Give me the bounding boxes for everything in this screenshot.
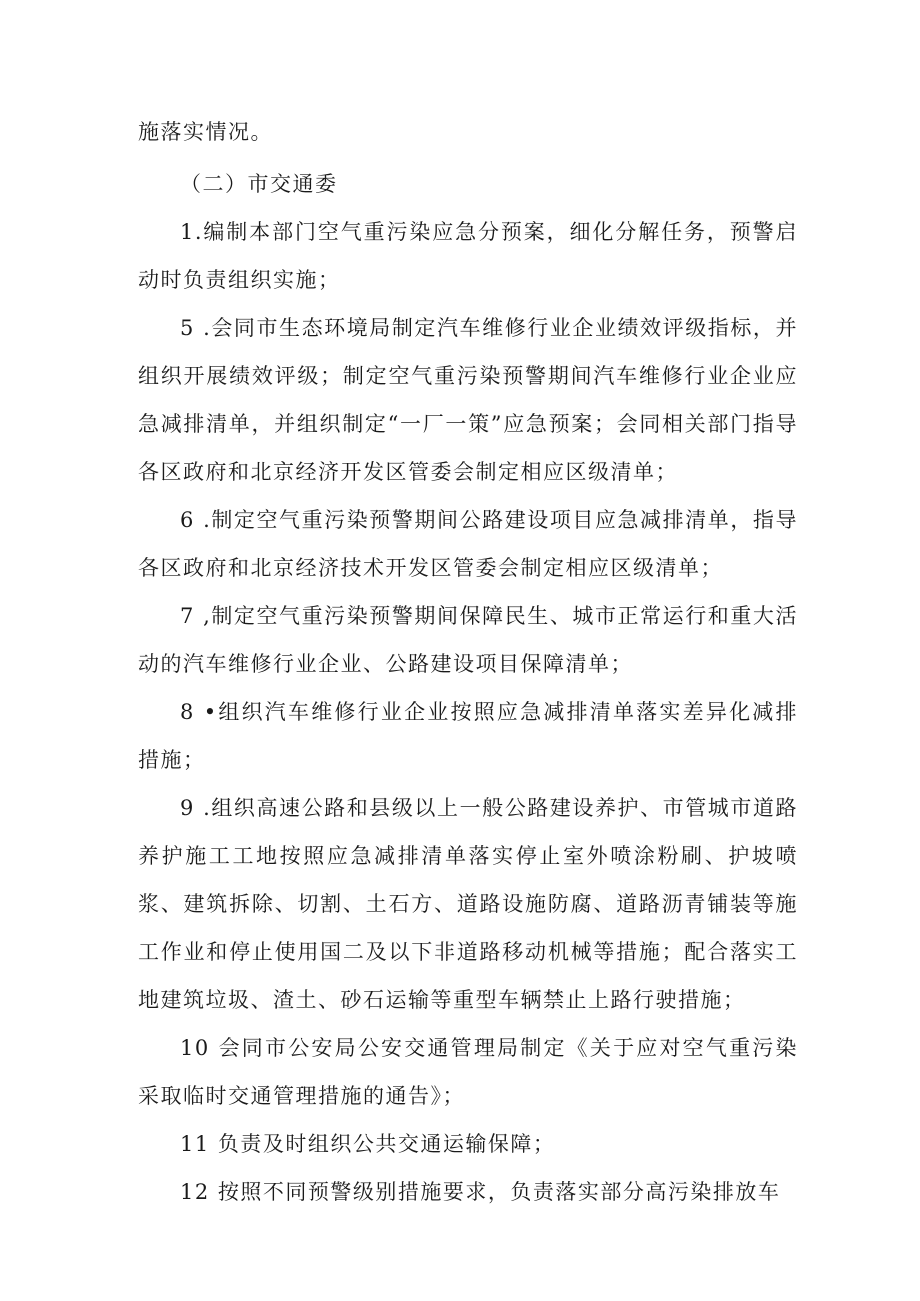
- list-item-8: 8 •组织汽车维修行业企业按照应急减排清单落实差异化减排措施；: [138, 700, 798, 772]
- list-item-11: 11 负责及时组织公共交通运输保障；: [180, 1132, 556, 1156]
- list-item-7: 7 ,制定空气重污染预警期间保障民生、城市正常运行和重大活动的汽车维修行业企业、公路建设项目保障清单；: [138, 604, 798, 676]
- list-item-5: 5 .会同市生态环境局制定汽车维修行业企业绩效评级指标，并组织开展绩效评级；制定空气重污染预警期间汽车维修行业企业应急减排清单，并组织制定“一厂一策”应急预案；会同相关部门指导各区政府和北京经济开发区管委会制定相应区级清单；: [138, 316, 798, 484]
- paragraph-continuation: 施落实情况。: [138, 120, 273, 144]
- list-item-10: 10 会同市公安局公安交通管理局制定《关于应对空气重污染采取临时交通管理措施的通告》；: [138, 1036, 798, 1108]
- list-item-9: 9 .组织高速公路和县级以上一般公路建设养护、市管城市道路养护施工工地按照应急减排清单落实停止室外喷涂粉刷、护坡喷浆、建筑拆除、切割、土石方、道路设施防腐、道路沥青铺装等施工作业和停止使用国二及以下非道路移动机械等措施；配合落实工地建筑垃圾、渣土、砂石运输等重型车辆禁止上路行驶措施；: [138, 796, 798, 1012]
- list-item-6: 6 .制定空气重污染预警期间公路建设项目应急减排清单，指导各区政府和北京经济技术开发区管委会制定相应区级清单；: [138, 508, 798, 580]
- document-body: [138, 108, 798, 1216]
- list-item-12: 12 按照不同预警级别措施要求，负责落实部分高污染排放车: [180, 1180, 781, 1204]
- list-item-1: 1.编制本部门空气重污染应急分预案，细化分解任务，预警启动时负责组织实施；: [138, 220, 798, 292]
- section-heading: （二）市交通委: [180, 172, 338, 196]
